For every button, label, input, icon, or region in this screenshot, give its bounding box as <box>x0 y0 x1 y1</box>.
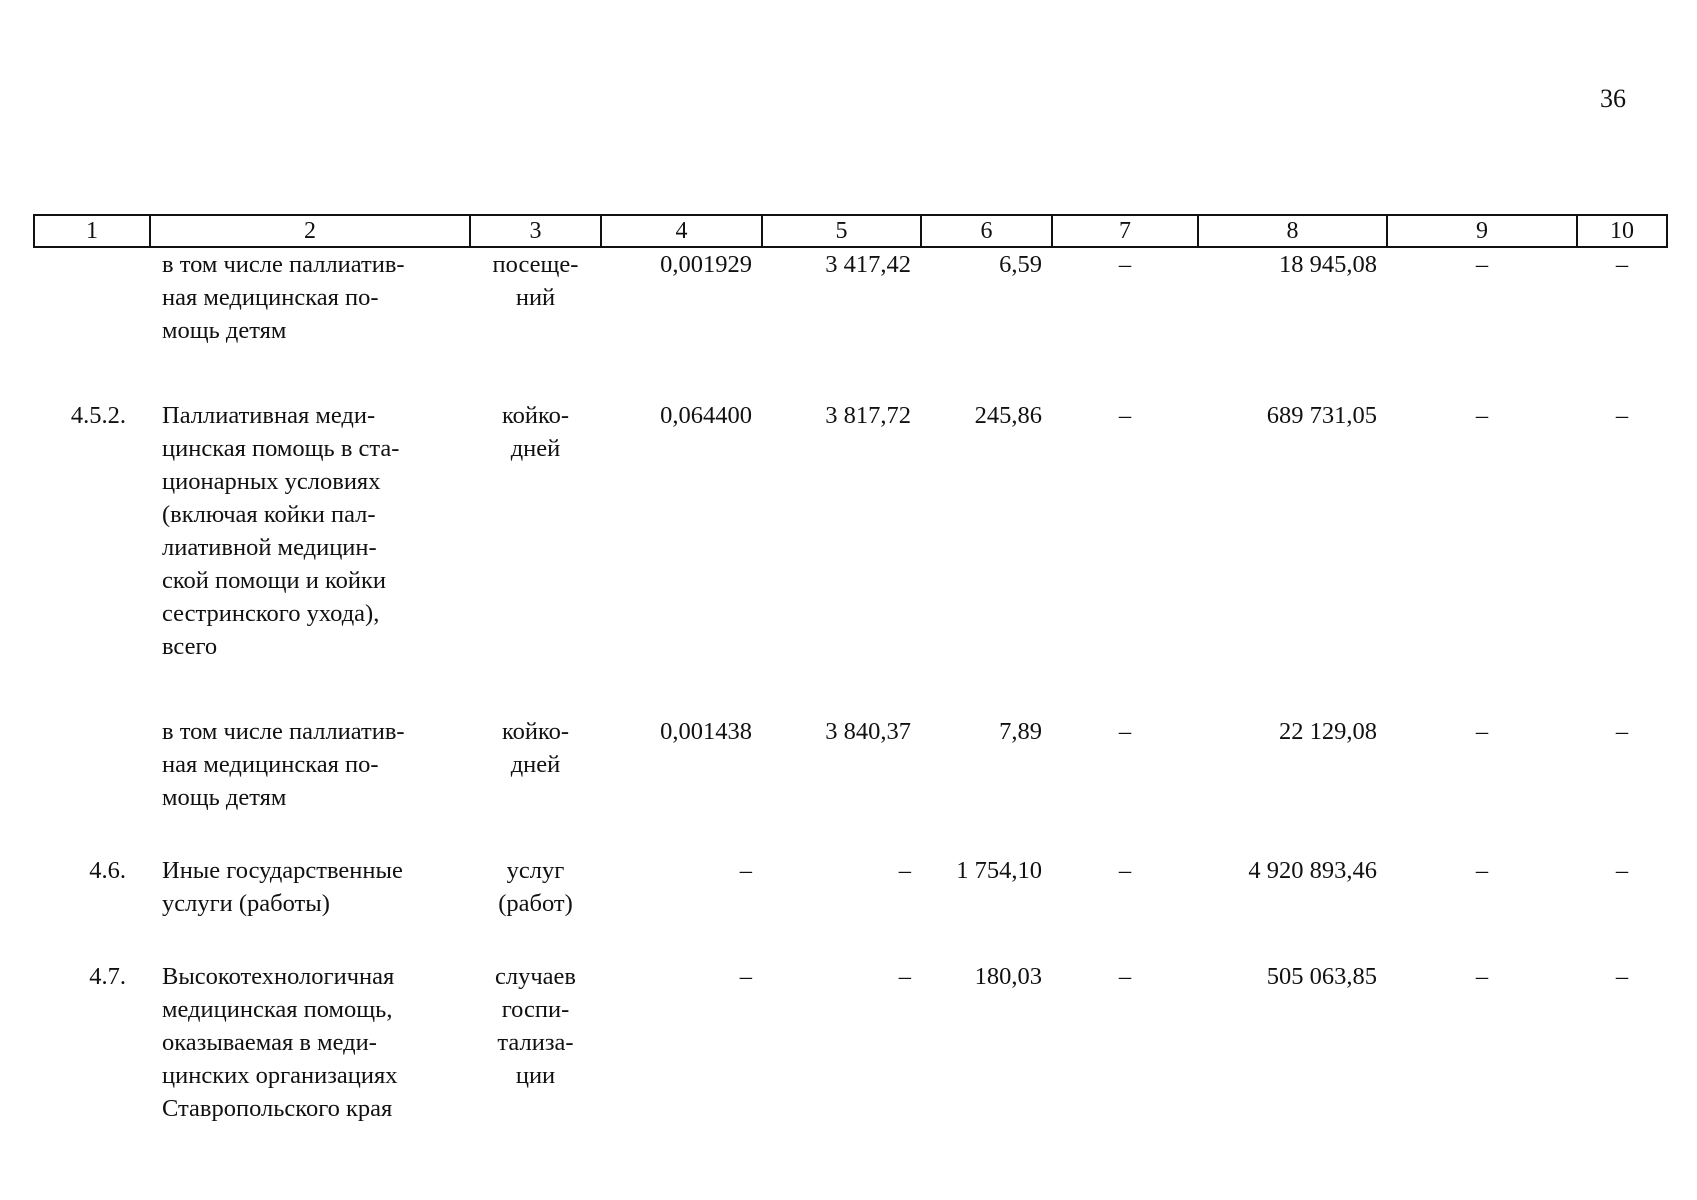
row-col-8: 22 129,08 <box>1279 718 1377 745</box>
row-col-5: 3 417,42 <box>825 251 911 278</box>
row-col-5: – <box>898 857 911 884</box>
row-col-7: – <box>1118 963 1132 990</box>
row-col-9: – <box>1475 718 1489 745</box>
row-spacer <box>34 347 1667 399</box>
row-number: 4.6. <box>89 857 126 884</box>
row-col-7: – <box>1118 718 1132 745</box>
row-col-9: – <box>1475 963 1489 990</box>
row-col-10: – <box>1615 718 1629 745</box>
header-row <box>34 215 1667 247</box>
row-spacer <box>34 663 1667 715</box>
row-number: 4.7. <box>89 963 126 990</box>
row-unit: случаев госпи- тализа- ции <box>495 963 576 1089</box>
row-col-9: – <box>1475 857 1489 884</box>
row-col-4: 0,064400 <box>660 402 752 429</box>
row-col-8: 4 920 893,46 <box>1248 857 1377 884</box>
row-col-6: 7,89 <box>999 718 1042 745</box>
header-col-9: 9 <box>1387 215 1577 247</box>
row-col-9: – <box>1475 251 1489 278</box>
table-row <box>34 715 1667 814</box>
row-col-6: 245,86 <box>974 402 1042 429</box>
row-col-8: 689 731,05 <box>1266 402 1377 429</box>
row-col-6: 1 754,10 <box>956 857 1042 884</box>
row-name: Паллиативная меди- цинская помощь в ста- ционарных условиях (включая койки пал- лиативной медицин- ской помощи и койки сестринского ухода), всего <box>162 402 400 660</box>
row-col-10: – <box>1615 402 1629 429</box>
row-col-6: 6,59 <box>999 251 1042 278</box>
row-col-4: 0,001929 <box>660 251 752 278</box>
row-col-10: – <box>1615 963 1629 990</box>
row-col-6: 180,03 <box>974 963 1042 990</box>
row-col-5: 3 840,37 <box>825 718 911 745</box>
row-col-8: 505 063,85 <box>1266 963 1377 990</box>
row-unit: койко- дней <box>501 402 570 462</box>
row-number <box>34 247 150 347</box>
row-name: в том числе паллиатив- ная медицинская по- мощь детям <box>162 251 405 344</box>
header-col-1: 1 <box>34 215 150 247</box>
header-col-3: 3 <box>470 215 601 247</box>
row-col-8: 18 945,08 <box>1279 251 1377 278</box>
row-unit: койко- дней <box>501 718 570 778</box>
header-col-2: 2 <box>150 215 470 247</box>
row-col-7: – <box>1118 857 1132 884</box>
row-number <box>34 715 150 814</box>
row-unit: посеще- ний <box>492 251 579 311</box>
table-row <box>34 960 1667 1125</box>
page-number: 36 <box>1600 84 1626 113</box>
row-col-9: – <box>1475 402 1489 429</box>
row-name: в том числе паллиатив- ная медицинская по- мощь детям <box>162 718 405 811</box>
row-col-7: – <box>1118 251 1132 278</box>
header-col-6: 6 <box>921 215 1052 247</box>
row-col-10: – <box>1615 251 1629 278</box>
table-row <box>34 399 1667 663</box>
header-col-8: 8 <box>1198 215 1387 247</box>
header-col-4: 4 <box>601 215 762 247</box>
data-table <box>33 214 1666 1125</box>
row-col-4: – <box>739 857 752 884</box>
row-unit: услуг (работ) <box>498 857 573 917</box>
row-col-10: – <box>1615 857 1629 884</box>
header-col-7: 7 <box>1052 215 1198 247</box>
row-col-7: – <box>1118 402 1132 429</box>
row-spacer <box>34 920 1667 960</box>
row-col-4: – <box>739 963 752 990</box>
row-col-5: 3 817,72 <box>825 402 911 429</box>
header-col-10: 10 <box>1577 215 1667 247</box>
row-name: Иные государственные услуги (работы) <box>162 857 403 917</box>
row-col-5: – <box>898 963 911 990</box>
row-name: Высокотехнологичная медицинская помощь, оказываемая в меди- цинских организациях Ставропольского края <box>162 963 398 1122</box>
row-spacer <box>34 814 1667 854</box>
row-col-4: 0,001438 <box>660 718 752 745</box>
table-row <box>34 854 1667 920</box>
header-col-5: 5 <box>762 215 921 247</box>
table-row <box>34 247 1667 347</box>
row-number: 4.5.2. <box>70 402 126 429</box>
